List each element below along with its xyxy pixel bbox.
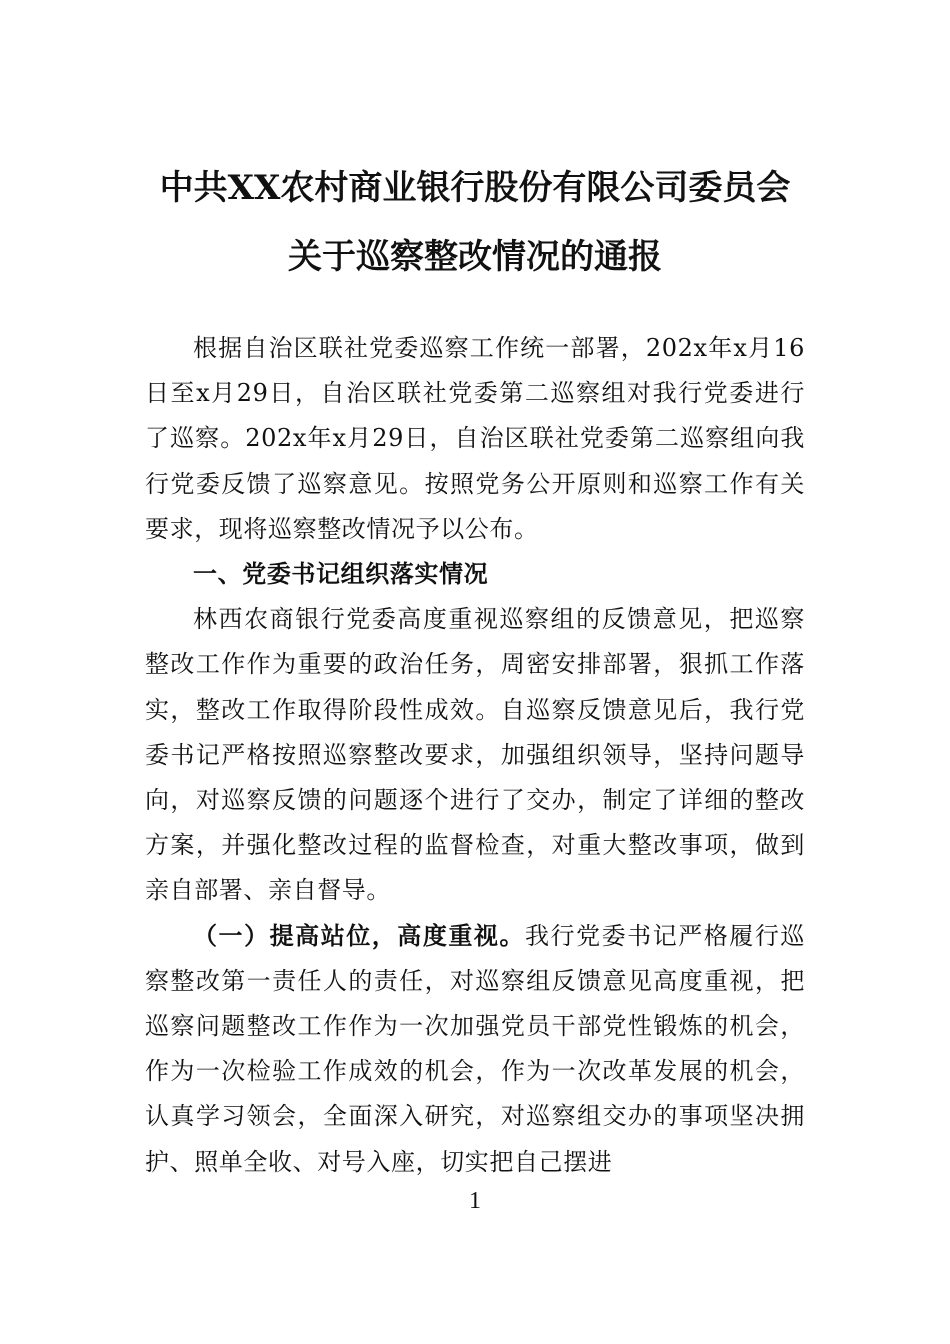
document-title-line-1: 中共XX农村商业银行股份有限公司委员会 [159,168,791,208]
paragraph-section-1: 林西农商银行党委高度重视巡察组的反馈意见，把巡察整改工作作为重要的政治任务，周密安排部署，狠抓工作落实，整改工作取得阶段性成效。自巡察反馈意见后，我行党委书记严格按照巡察整改要求，加强组织领导，坚持问题导向，对巡察反馈的问题逐个进行了交办，制定了详细的整改方案，并强化整改过程的监督检查，对重大整改事项，做到亲自部署、亲自督导。 [145,605,805,905]
document-body [145,326,805,1185]
subsection-text: 我行党委书记严格履行巡察整改第一责任人的责任，对巡察组反馈意见高度重视，把巡察问题整改工作作为一次加强党员干部党性锻炼的机会，作为一次检验工作成效的机会，作为一次改革发展的机会，认真学习领会，全面深入研究，对巡察组交办的事项坚决拥护、照单全收、对号入座，切实把自己摆进 [145,921,805,1176]
section-heading: 一、党委书记组织落实情况 [193,560,489,589]
paragraph-intro: 根据自治区联社党委巡察工作统一部署，202x年x月16日至x月29日，自治区联社党委第二巡察组对我行党委进行了巡察。202x年x月29日，自治区联社党委第二巡察组向我行党委反馈了巡察意见。按照党务公开原则和巡察工作有关要求，现将巡察整改情况予以公布。 [145,334,805,543]
document-title-line-2: 关于巡察整改情况的通报 [288,237,662,277]
page-number: 1 [469,1188,481,1214]
subsection-heading: （一）提高站位，高度重视。 [193,921,525,950]
paragraph-subsection-1 [145,914,805,1185]
